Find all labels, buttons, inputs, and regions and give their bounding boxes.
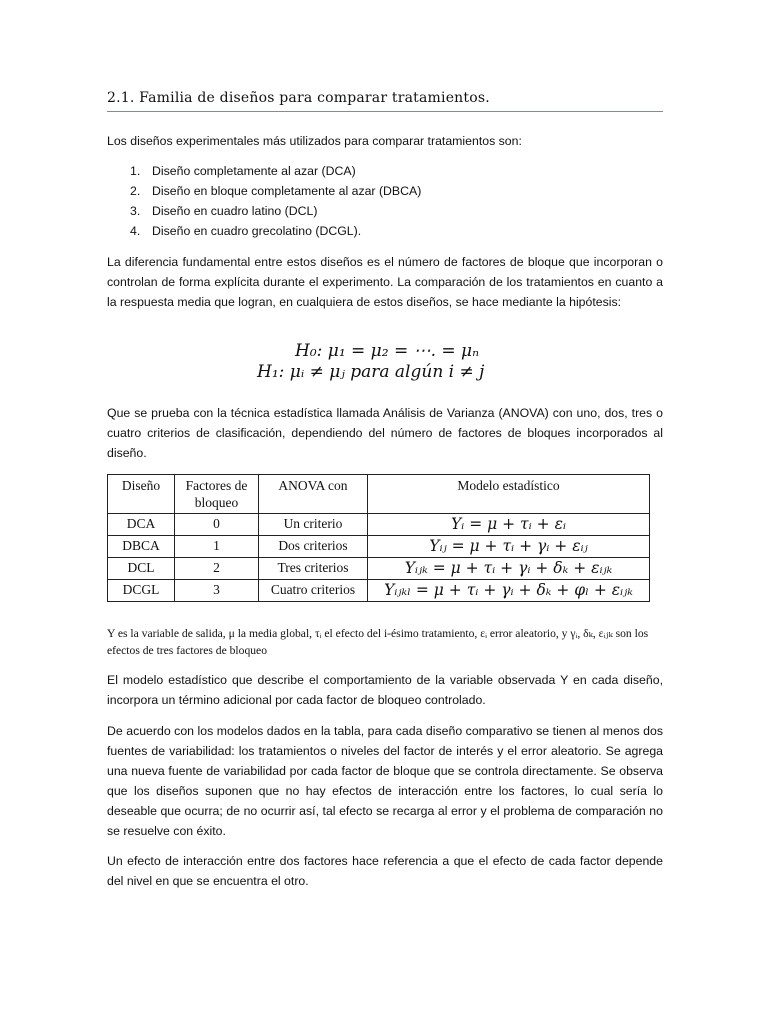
- cell-model: Yᵢⱼₖ = μ + τᵢ + γᵢ + δₖ + εᵢⱼₖ: [368, 558, 650, 580]
- heading-divider: [107, 111, 663, 112]
- anova-paragraph: Que se prueba con la técnica estadística llamada Análisis de Varianza (ANOVA) con uno, dos, tres o cuatro criterios de clasificación, dependiendo del número de factores de bloques incorporados al diseño.: [107, 406, 663, 460]
- cell-factors: 2: [175, 558, 259, 580]
- designs-table: [107, 474, 650, 602]
- header-anova: ANOVA con: [259, 475, 368, 514]
- cell-anova: Cuatro criterios: [259, 580, 368, 602]
- list-item: 2. Diseño en bloque completamente al azar (DBCA): [130, 184, 422, 198]
- header-design: Diseño: [108, 475, 175, 514]
- cell-factors: 0: [175, 514, 259, 536]
- section-heading: 2.1. Familia de diseños para comparar tratamientos.: [107, 90, 490, 106]
- cell-design: DBCA: [108, 536, 175, 558]
- sources-paragraph: De acuerdo con los modelos dados en la tabla, para cada diseño comparativo se tienen al menos dos fuentes de variabilidad: los tratamientos o niveles del factor de interés y el error aleatorio. Se agrega una nueva fuente de variabilidad por cada factor de bloque que se controla directamente. Se observa que los diseños suponen que no hay efectos de interacción entre los factores, lo cual sería lo deseable que ocurra; de no ocurrir así, tal efecto se recarga al error y el problema de comparación no se resuelve con éxito.: [107, 724, 663, 838]
- table-row: [108, 558, 650, 580]
- table-note: Y es la variable de salida, μ la media global, τᵢ el efecto del i-ésimo tratamiento, εᵢ error aleatorio, y γᵢ, δₖ, εᵢⱼₖ son los efectos de tres factores de bloqueo: [107, 627, 649, 657]
- list-item: 4. Diseño en cuadro grecolatino (DCGL).: [130, 224, 362, 238]
- cell-anova: Tres criterios: [259, 558, 368, 580]
- hypothesis-formula: [257, 341, 517, 383]
- difference-paragraph: La diferencia fundamental entre estos diseños es el número de factores de bloque que incorporan o controlan de forma explícita durante el experimento. La comparación de los tratamientos en cuanto a la respuesta media que logran, en cualquiera de estos diseños, se hace mediante la hipótesis:: [107, 255, 663, 309]
- cell-design: DCGL: [108, 580, 175, 602]
- intro-paragraph: Los diseños experimentales más utilizados para comparar tratamientos son:: [107, 134, 522, 148]
- list-item: 1. Diseño completamente al azar (DCA): [130, 164, 356, 178]
- model-paragraph: El modelo estadístico que describe el comportamiento de la variable observada Y en cada diseño, incorpora un término adicional por cada factor de bloqueo controlado.: [107, 673, 663, 707]
- cell-factors: 3: [175, 580, 259, 602]
- list-item: 3. Diseño en cuadro latino (DCL): [130, 204, 318, 218]
- cell-model: Yᵢ = μ + τᵢ + εᵢ: [368, 514, 650, 536]
- cell-design: DCA: [108, 514, 175, 536]
- header-model: Modelo estadístico: [368, 475, 650, 514]
- table-header-row: [108, 475, 650, 514]
- cell-model: Yᵢⱼₖₗ = μ + τᵢ + γᵢ + δₖ + φₗ + εᵢⱼₖ: [368, 580, 650, 602]
- null-hypothesis: H₀: μ₁ = μ₂ = ⋯. = μₙ: [295, 341, 479, 361]
- interaction-paragraph: Un efecto de interacción entre dos factores hace referencia a que el efecto de cada factor depende del nivel en que se encuentra el otro.: [107, 854, 663, 888]
- cell-model: Yᵢⱼ = μ + τᵢ + γᵢ + εᵢⱼ: [368, 536, 650, 558]
- alternative-hypothesis: H₁: μᵢ ≠ μⱼ para algún i ≠ j: [257, 362, 485, 382]
- table-row: [108, 580, 650, 602]
- cell-anova: Dos criterios: [259, 536, 368, 558]
- cell-design: DCL: [108, 558, 175, 580]
- table-row: [108, 536, 650, 558]
- header-factors: Factores de bloqueo: [175, 475, 259, 514]
- design-list: [107, 161, 421, 241]
- table-row: [108, 514, 650, 536]
- cell-factors: 1: [175, 536, 259, 558]
- cell-anova: Un criterio: [259, 514, 368, 536]
